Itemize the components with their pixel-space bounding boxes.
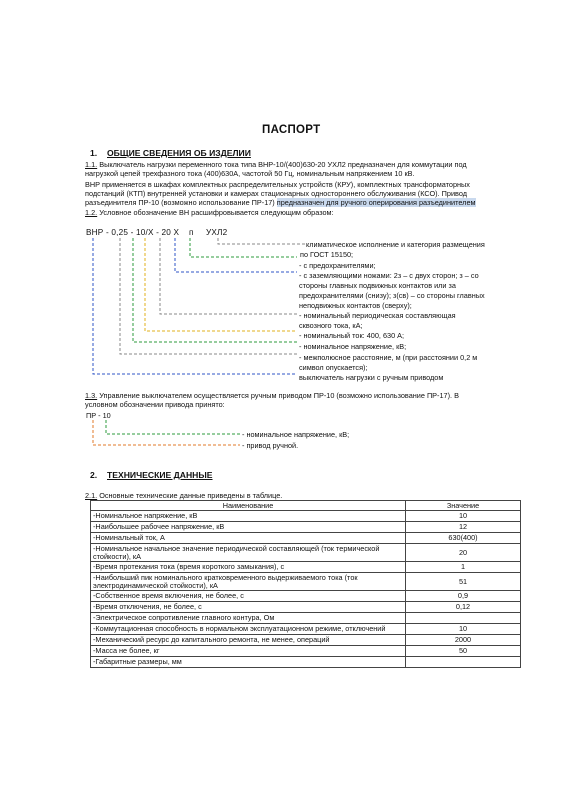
paragraph-1-1-line-2: нагрузкой цепей трехфазного тока (400)630А, частотой 50 Гц, номинальным напряжением 10 кВ. [85, 169, 415, 178]
table-cell-value: 10 [406, 511, 521, 522]
paragraph-2-1 [85, 491, 282, 500]
table-cell-value: 20 [406, 544, 521, 562]
table-row [91, 591, 521, 602]
table-cell-value: 1 [406, 562, 521, 573]
legend-line-3: - с предохранителями; [299, 261, 376, 270]
legend-line-6: предохранителями (снизу); з(св) – со стороны главных [299, 291, 485, 300]
paragraph-1-3-number: 1.3. [85, 391, 98, 400]
legend-line-9: сквозного тока, кА; [299, 321, 363, 330]
drive-legend-line-1: - номинальное напряжение, кВ; [242, 430, 350, 439]
table-row [91, 562, 521, 573]
table-row [91, 522, 521, 533]
table-cell-value [406, 613, 521, 624]
table-cell-value: 2000 [406, 635, 521, 646]
table-cell-name: -Габаритные размеры, мм [91, 657, 406, 668]
table-cell-name: -Собственное время включения, не более, с [91, 591, 406, 602]
table-cell-name: -Наибольший пик номинального кратковременного выдерживаемого тока (ток электродинамической стойкости), кА [91, 573, 406, 591]
table-header-row [91, 501, 521, 511]
legend-line-11: - номинальное напряжение, кВ; [299, 342, 407, 351]
document-title: ПАСПОРТ [262, 124, 321, 136]
table-cell-value: 50 [406, 646, 521, 657]
paragraph-1-1-number: 1.1. [85, 160, 98, 169]
table-row [91, 511, 521, 522]
legend-line-10: - номинальный ток: 400, 630 А; [299, 331, 405, 340]
table-cell-name: -Наибольшее рабочее напряжение, кВ [91, 522, 406, 533]
table-row [91, 624, 521, 635]
drive-legend-line-2: - привод ручной. [242, 441, 299, 450]
legend-line-2: по ГОСТ 15150; [300, 250, 354, 259]
legend-line-5: стороны главных подвижных контактов или за [299, 281, 456, 290]
designation-code-p: п [189, 228, 194, 237]
section-1-title: ОБЩИЕ СВЕДЕНИЯ ОБ ИЗДЕЛИИ [107, 148, 251, 158]
table-cell-value: 10 [406, 624, 521, 635]
table-row [91, 533, 521, 544]
table-row [91, 657, 521, 668]
designation-code-body: - 0,25 - 10/Х - 20 Х [106, 228, 180, 237]
table-cell-value: 0,9 [406, 591, 521, 602]
paragraph-1-1-line-4: подстанций (КТП) внутренней установки и камерах стационарных одностороннего обслуживания (КСО). Привод [85, 189, 467, 198]
paragraph-1-3-line-2: условном обозначении привода принято: [85, 400, 225, 409]
legend-line-13: символ опускается); [299, 363, 368, 372]
designation-code-climate: УХЛ2 [206, 228, 228, 237]
legend-line-1: климатическое исполнение и категория размещения [306, 240, 485, 249]
paragraph-1-1-text: Выключатель нагрузки переменного тока типа ВНР-10/(400)630-20 УХЛ2 предназначен для коммутации под [99, 160, 467, 169]
table-cell-value: 630(400) [406, 533, 521, 544]
highlighted-text: предназначен для ручного оперирования разъединителем [276, 198, 476, 207]
table-cell-value [406, 657, 521, 668]
table-cell-name: -Масса не более, кг [91, 646, 406, 657]
drive-code: ПР - 10 [86, 411, 111, 420]
section-2-title: ТЕХНИЧЕСКИЕ ДАННЫЕ [107, 470, 213, 480]
paragraph-1-3-line-1 [85, 391, 459, 400]
table-header-value: Значение [406, 501, 521, 511]
table-cell-value: 0,12 [406, 602, 521, 613]
legend-line-4: - с заземляющими ножами: 2з – с двух сторон; з – со [299, 271, 479, 280]
table-cell-name: -Электрическое сопротивление главного контура, Ом [91, 613, 406, 624]
table-cell-value: 51 [406, 573, 521, 591]
table-cell-name: -Время протекания тока (время короткого замыкания), с [91, 562, 406, 573]
paragraph-1-2-text: Условное обозначение ВН расшифровывается следующим образом: [99, 208, 334, 217]
table-cell-value: 12 [406, 522, 521, 533]
legend-line-12: - межполюсное расстояние, м (при расстоянии 0,2 м [299, 353, 478, 362]
section-2-number: 2. [90, 470, 98, 480]
legend-line-7: неподвижных контактов (сверху); [299, 301, 412, 310]
legend-line-14: выключатель нагрузки с ручным приводом [299, 373, 444, 382]
table-cell-name: -Номинальное начальное значение периодической составляющей (ток термической стойкости), кА [91, 544, 406, 562]
table-row [91, 573, 521, 591]
table-cell-name: -Время отключения, не более, с [91, 602, 406, 613]
paragraph-1-1-line-3: ВНР применяется в шкафах комплектных распределительных устройств (КРУ), комплектных трансформаторных [85, 180, 470, 189]
table-cell-name: -Коммутационная способность в нормальном эксплуатационном режиме, отключений [91, 624, 406, 635]
section-1-number: 1. [90, 148, 98, 158]
table-cell-name: -Номинальное напряжение, кВ [91, 511, 406, 522]
paragraph-1-1-line-5-text: разъединителя ПР-10 (возможно использование ПР-17) [85, 198, 275, 207]
paragraph-1-2-number: 1.2. [85, 208, 98, 217]
table-row [91, 635, 521, 646]
table-cell-name: -Механический ресурс до капитального ремонта, не менее, операций [91, 635, 406, 646]
table-row [91, 544, 521, 562]
designation-code-vnr: ВНР [86, 228, 104, 237]
paragraph-1-3-text: Управление выключателем осуществляется ручным приводом ПР-10 (возможно использование ПР-17). В [99, 391, 459, 400]
table-row [91, 613, 521, 624]
table-cell-name: -Номинальный ток, А [91, 533, 406, 544]
paragraph-2-1-number: 2.1. [85, 491, 98, 500]
paragraph-2-1-text: Основные технические данные приведены в таблице. [99, 491, 283, 500]
table-row [91, 646, 521, 657]
table-header-name: Наименование [91, 501, 406, 511]
technical-data-table [90, 500, 521, 668]
legend-line-8: - номинальный периодическая составляющая [299, 311, 456, 320]
table-row [91, 602, 521, 613]
